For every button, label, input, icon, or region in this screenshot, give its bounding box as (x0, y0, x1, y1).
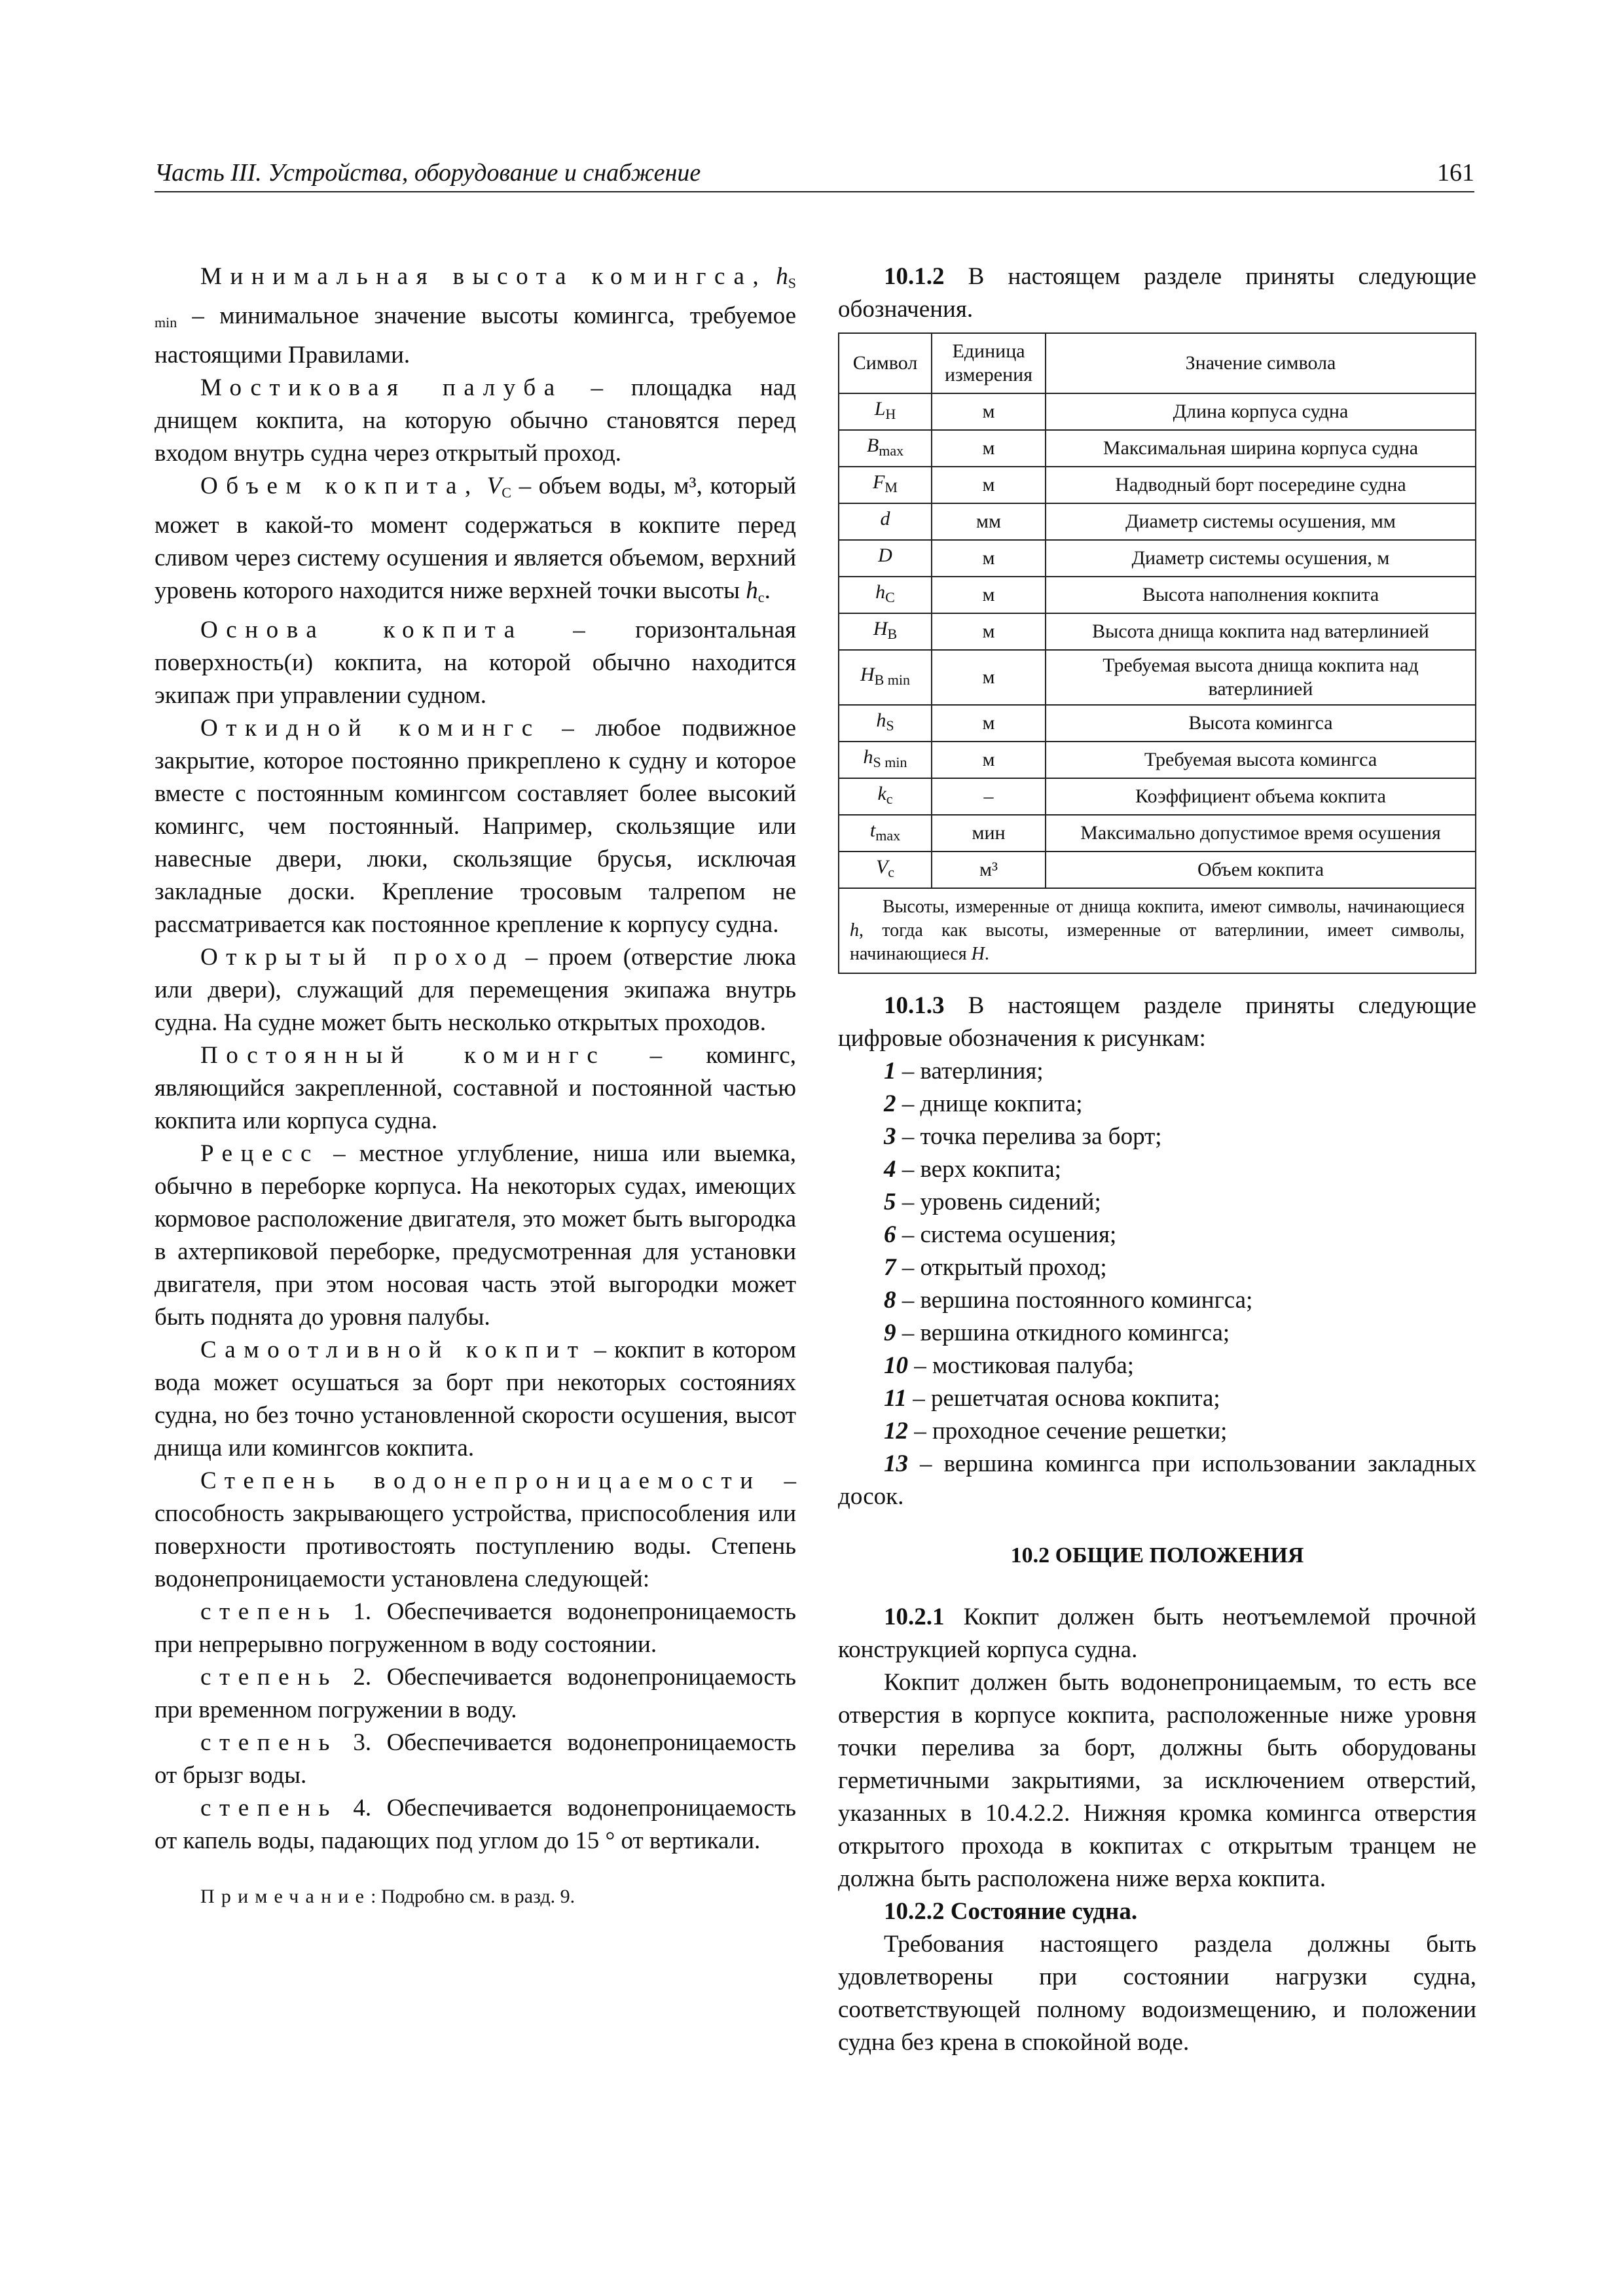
symbol-cell: $t_{max}$ (839, 815, 932, 852)
section-10-2-1-para2: Кокпит должен быть водонепроницаемым, то есть все отверстия в корпусе кокпита, расположенные ниже уровня точки перелива за борт, должны быть оборудованы герметичными закрытиями, за исключением отверстий, указанных в 10.4.2.2. Нижняя кромка комингса отверстия открытого прохода в кокпитах с открытым транцем не должна быть расположена ниже верха кокпита. (838, 1669, 1476, 1892)
table-row (839, 705, 1476, 742)
table-row (839, 613, 1476, 650)
unit-cell: м³ (932, 852, 1046, 888)
meaning-cell: Высота днища кокпита над ватерлинией (1046, 613, 1476, 650)
unit-cell: м (932, 467, 1046, 503)
definition-open-passage: Открытый проход – проем (отверстие люка или двери), служащий для перемещения экипажа внутрь судна. На судне может быть несколько открытых проходов. (155, 944, 796, 1036)
running-header (155, 157, 1474, 192)
definition-cockpit-base: Основа кокпита – горизонтальная поверхность(и) кокпита, на которой обычно находится экипаж при управлении судном. (155, 617, 797, 709)
meaning-cell: Диаметр системы осушения, м (1046, 540, 1476, 577)
figure-legend-list (838, 1055, 1476, 1513)
table-header-row (839, 333, 1476, 393)
unit-cell: м (932, 393, 1046, 430)
definition-cockpit-volume: Объем кокпита, $V_C$ – объем воды, м³, который может в какой-то момент содержаться в кокпите перед сливом через систему осушения и является объемом, верхний уровень которого находится ниже верхней точки высоты $h_c$. (155, 473, 797, 605)
symbol-cell: $B_{max}$ (839, 430, 932, 467)
list-item: 13 – вершина комингса при использовании закладных досок. (838, 1450, 1476, 1510)
list-item: 9 – вершина откидного комингса; (884, 1319, 1230, 1346)
meaning-cell: Коэффициент объема кокпита (1046, 778, 1476, 815)
symbol-cell: $F_M$ (839, 467, 932, 503)
right-column (838, 260, 1476, 2059)
table-body (839, 393, 1476, 888)
section-10-2-1: 10.2.1 Кокпит должен быть неотъемлемой прочной конструкцией корпуса судна. (838, 1604, 1476, 1663)
unit-cell: м (932, 577, 1046, 613)
list-item: 6 – система осушения; (884, 1221, 1117, 1248)
symbol-cell: $H_B$ (839, 613, 932, 650)
table-row (839, 650, 1476, 705)
degree-2: степень 2. Обеспечивается водонепроницаемость при временном погружении в воду. (155, 1664, 796, 1723)
list-item: 1 – ватерлиния; (884, 1058, 1044, 1085)
meaning-cell: Требуемая высота днища кокпита над ватерлинией (1046, 650, 1476, 705)
definition-min-coaming-height: Минимальная высота комингса, $h_{S min}$ – минимальное значение высоты комингса, требуемое настоящими Правилами. (155, 263, 797, 368)
table-row (839, 503, 1476, 540)
unit-cell: м (932, 650, 1046, 705)
unit-cell: м (932, 742, 1046, 778)
degree-4: степень 4. Обеспечивается водонепроницаемость от капель воды, падающих под углом до 15 ° от вертикали. (155, 1795, 796, 1854)
unit-cell: – (932, 778, 1046, 815)
meaning-cell: Объем кокпита (1046, 852, 1476, 888)
list-item: 5 – уровень сидений; (884, 1189, 1101, 1215)
list-item: 2 – днище кокпита; (884, 1090, 1083, 1117)
symbol-cell: $h_{S min}$ (839, 742, 932, 778)
list-item: 7 – открытый проход; (884, 1254, 1107, 1281)
meaning-cell: Высота наполнения кокпита (1046, 577, 1476, 613)
section-10-2-2-heading: 10.2.2 Состояние судна. (884, 1898, 1138, 1925)
list-item: 8 – вершина постоянного комингса; (884, 1287, 1253, 1314)
symbols-table (838, 332, 1476, 974)
definition-watertightness-degree: Степень водонепроницаемости – способность закрывающего устройства, приспособления или поверхности противостоять поступлению воды. Степень водонепроницаемости установлена следующей: (155, 1467, 796, 1592)
meaning-cell: Максимально допустимое время осушения (1046, 815, 1476, 852)
note: Примечание: Подробно см. в разд. 9. (200, 1886, 575, 1907)
list-item: 4 – верх кокпита; (884, 1156, 1061, 1183)
unit-cell: м (932, 705, 1046, 742)
section-10-1-3: 10.1.3 В настоящем разделе приняты следующие цифровые обозначения к рисункам: (838, 992, 1476, 1052)
list-item: 12 – проходное сечение решетки; (884, 1418, 1228, 1444)
symbol-cell: $k_c$ (839, 778, 932, 815)
degree-3: степень 3. Обеспечивается водонепроницаемость от брызг воды. (155, 1729, 796, 1789)
table-row (839, 815, 1476, 852)
section-10-1-2: 10.1.2 В настоящем разделе приняты следующие обозначения. (838, 263, 1476, 323)
section-heading: 10.2 ОБЩИЕ ПОЛОЖЕНИЯ (1010, 1543, 1304, 1568)
page-number: 161 (1437, 159, 1474, 187)
table-row (839, 467, 1476, 503)
table-row (839, 852, 1476, 888)
meaning-cell: Максимальная ширина корпуса судна (1046, 430, 1476, 467)
definition-recess: Рецесс – местное углубление, ниша или выемка, обычно в переборке корпуса. На некоторых судах, имеющих кормовое расположение двигателя, это может быть выгородка в ахтерпиковой переборке, предусмотренная для установки двигателя, при этом носовая часть этой выгородки может быть поднята до уровня палубы. (155, 1140, 796, 1331)
symbol-cell: $L_H$ (839, 393, 932, 430)
table-header-cell: Единица измерения (932, 333, 1046, 393)
degree-1: степень 1. Обеспечивается водонепроницаемость при непрерывно погруженном в воду состоянии. (155, 1598, 796, 1658)
symbol-cell: D (839, 540, 932, 577)
table-footnote-row (839, 888, 1476, 973)
unit-cell: м (932, 430, 1046, 467)
definition-permanent-coaming: Постоянный комингс – комингс, являющийся закрепленной, составной и постоянной частью кокпита или корпуса судна. (155, 1042, 796, 1134)
unit-cell: мм (932, 503, 1046, 540)
symbol-cell: $h_C$ (839, 577, 932, 613)
header-title: Часть III. Устройства, оборудование и снабжение (155, 159, 701, 187)
list-item: 11 – решетчатая основа кокпита; (884, 1385, 1220, 1412)
table-row (839, 430, 1476, 467)
symbol-cell: $V_c$ (839, 852, 932, 888)
table-row (839, 742, 1476, 778)
definition-bridge-deck: Мостиковая палуба – площадка над днищем кокпита, на которую обычно становятся перед входом внутрь судна через открытый проход. (155, 374, 796, 467)
section-10-2-2-text: Требования настоящего раздела должны быть удовлетворены при состоянии нагрузки судна, соответствующей полному водоизмещению, и положении судна без крена в спокойной воде. (838, 1931, 1476, 2056)
table-header-cell: Символ (839, 333, 932, 393)
unit-cell: мин (932, 815, 1046, 852)
meaning-cell: Требуемая высота комингса (1046, 742, 1476, 778)
table-header-cell: Значение символа (1046, 333, 1476, 393)
meaning-cell: Высота комингса (1046, 705, 1476, 742)
meaning-cell: Надводный борт посередине судна (1046, 467, 1476, 503)
symbol-cell: $H_{B min}$ (839, 650, 932, 705)
meaning-cell: Диаметр системы осушения, мм (1046, 503, 1476, 540)
left-column (155, 260, 796, 1910)
table-row (839, 540, 1476, 577)
symbol-cell: d (839, 503, 932, 540)
table-row (839, 577, 1476, 613)
symbol-cell: $h_S$ (839, 705, 932, 742)
list-item: 3 – точка перелива за борт; (884, 1123, 1162, 1150)
list-item: 10 – мостиковая палуба; (884, 1352, 1135, 1379)
table-footnote: Высоты, измеренные от днища кокпита, имеют символы, начинающиеся h, тогда как высоты, измеренные от ватерлинии, имеет символы, начинающиеся H. (839, 888, 1476, 973)
table-row (839, 778, 1476, 815)
unit-cell: м (932, 613, 1046, 650)
definition-self-draining-cockpit: Самоотливной кокпит – кокпит в котором вода может осушаться за борт при некоторых состояниях судна, но без точно установленной скорости осушения, высот днища или комингсов кокпита. (155, 1336, 796, 1462)
table-row (839, 393, 1476, 430)
meaning-cell: Длина корпуса судна (1046, 393, 1476, 430)
definition-hinged-coaming: Откидной комингс – любое подвижное закрытие, которое постоянно прикреплено к судну и которое вместе с постоянным комингсом составляет более высокий комингс, чем постоянный. Например, скользящие или навесные двери, люки, скользящие брусья, исключая закладные доски. Крепление тросовым талрепом не рассматривается как постоянное крепление к корпусу судна. (155, 715, 797, 938)
unit-cell: м (932, 540, 1046, 577)
